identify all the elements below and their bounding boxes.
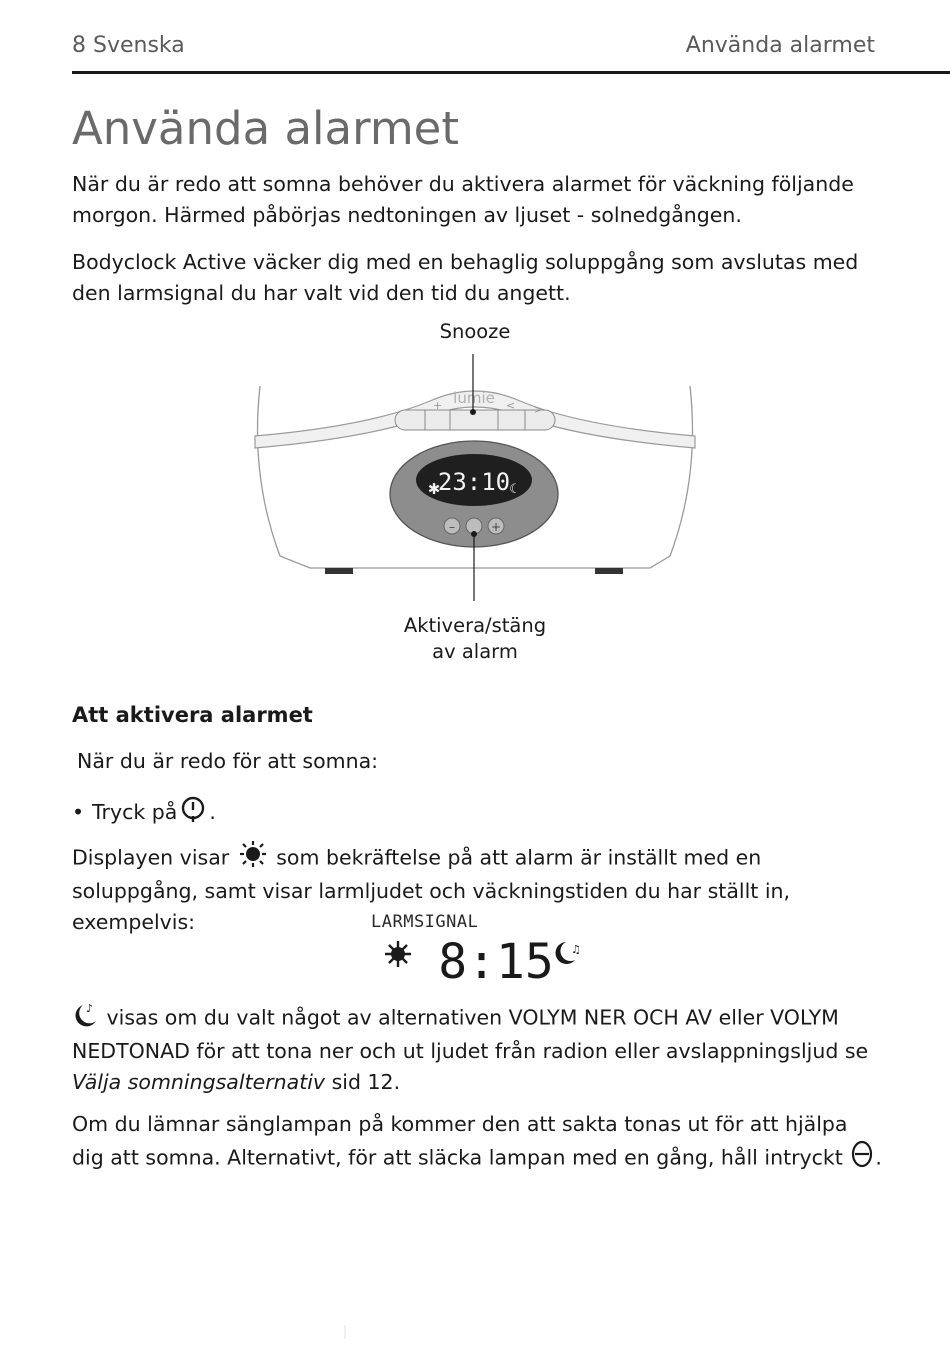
display-text-after: som bekräftelse på att alarm är inställt med en soluppgång, samt visar larmljudet och väckningstiden du har ställt in, exempelvis: [72, 845, 791, 934]
bullet-text-suffix: . [209, 799, 216, 824]
moon-note-icon [74, 1001, 98, 1036]
svg-text:+: + [433, 399, 443, 412]
svg-text:>: > [534, 403, 544, 416]
footer-mark [344, 1325, 346, 1339]
section-header: Använda alarmet [685, 33, 875, 58]
clock-display-time: 23:10 [437, 468, 511, 496]
lamp-text: Om du lämnar sänglampan på kommer den att sakta tonas ut för att hjälpa dig att somna. Alternativt, för att släcka lampan med en gång, håll intryckt [72, 1112, 848, 1170]
page-number-header: 8 Svenska [72, 33, 185, 58]
activate-label-line-2: av alarm [432, 640, 518, 663]
brand-logo: lumie [453, 389, 495, 407]
activate-alarm-label [340, 613, 610, 665]
svg-text:♫: ♫ [571, 943, 581, 956]
lamp-text-suffix: . [875, 1145, 882, 1170]
section-lead: När du är redo för att somna: [77, 749, 379, 773]
header-rule [72, 71, 950, 74]
svg-text:–: – [449, 520, 455, 534]
page-title: Använda alarmet [72, 102, 460, 155]
moon-text-2: sid 12. [331, 1070, 401, 1094]
svg-text:✱: ✱ [427, 480, 441, 498]
lcd-segments [368, 908, 588, 984]
svg-text:+: + [490, 520, 502, 534]
svg-text:♪: ♪ [86, 1002, 94, 1015]
bullet-item [72, 795, 216, 828]
section-heading: Att aktivera alarmet [72, 703, 313, 727]
intro-paragraph-2: Bodyclock Active väcker dig med en behaglig soluppgång som avslutas med den larmsignal du har valt vid den tid du angett. [72, 250, 859, 305]
display-text-before: Displayen visar [72, 845, 230, 870]
svg-text:–: – [410, 403, 416, 416]
moon-text-reference: Välja somningsalternativ [72, 1070, 326, 1094]
lcd-moon-note-icon [556, 942, 581, 964]
bullet-text-prefix: Tryck på [92, 799, 178, 824]
bullet-dot: • [72, 799, 85, 824]
svg-text:☾: ☾ [509, 482, 521, 497]
lamp-paragraph [72, 1109, 882, 1177]
moon-paragraph [72, 1001, 882, 1098]
activate-label-line-1: Aktivera/stäng [403, 614, 547, 637]
lcd-caption: LARMSIGNAL [371, 912, 479, 932]
sun-icon [238, 841, 268, 876]
lcd-example [368, 908, 588, 984]
svg-text:<: < [506, 399, 516, 412]
lcd-sun-icon [385, 941, 411, 967]
intro-paragraph-1: När du är redo att somna behöver du aktivera alarmet för väckning följande morgon. Härmed påbörjas nedtoningen av ljuset - solnedgången. [72, 172, 854, 227]
moon-text-1: visas om du valt något av alternativen VOLYM NER OCH AV eller VOLYM NEDTONAD för att tona ner och ut ljudet från radion eller avslappningsljud se [72, 1005, 869, 1063]
device-illustration [250, 316, 700, 676]
power-alarm-icon [179, 795, 207, 828]
minus-circle-icon [851, 1140, 873, 1177]
snooze-label: Snooze [439, 320, 511, 343]
lcd-time: 8:15 [438, 934, 554, 984]
